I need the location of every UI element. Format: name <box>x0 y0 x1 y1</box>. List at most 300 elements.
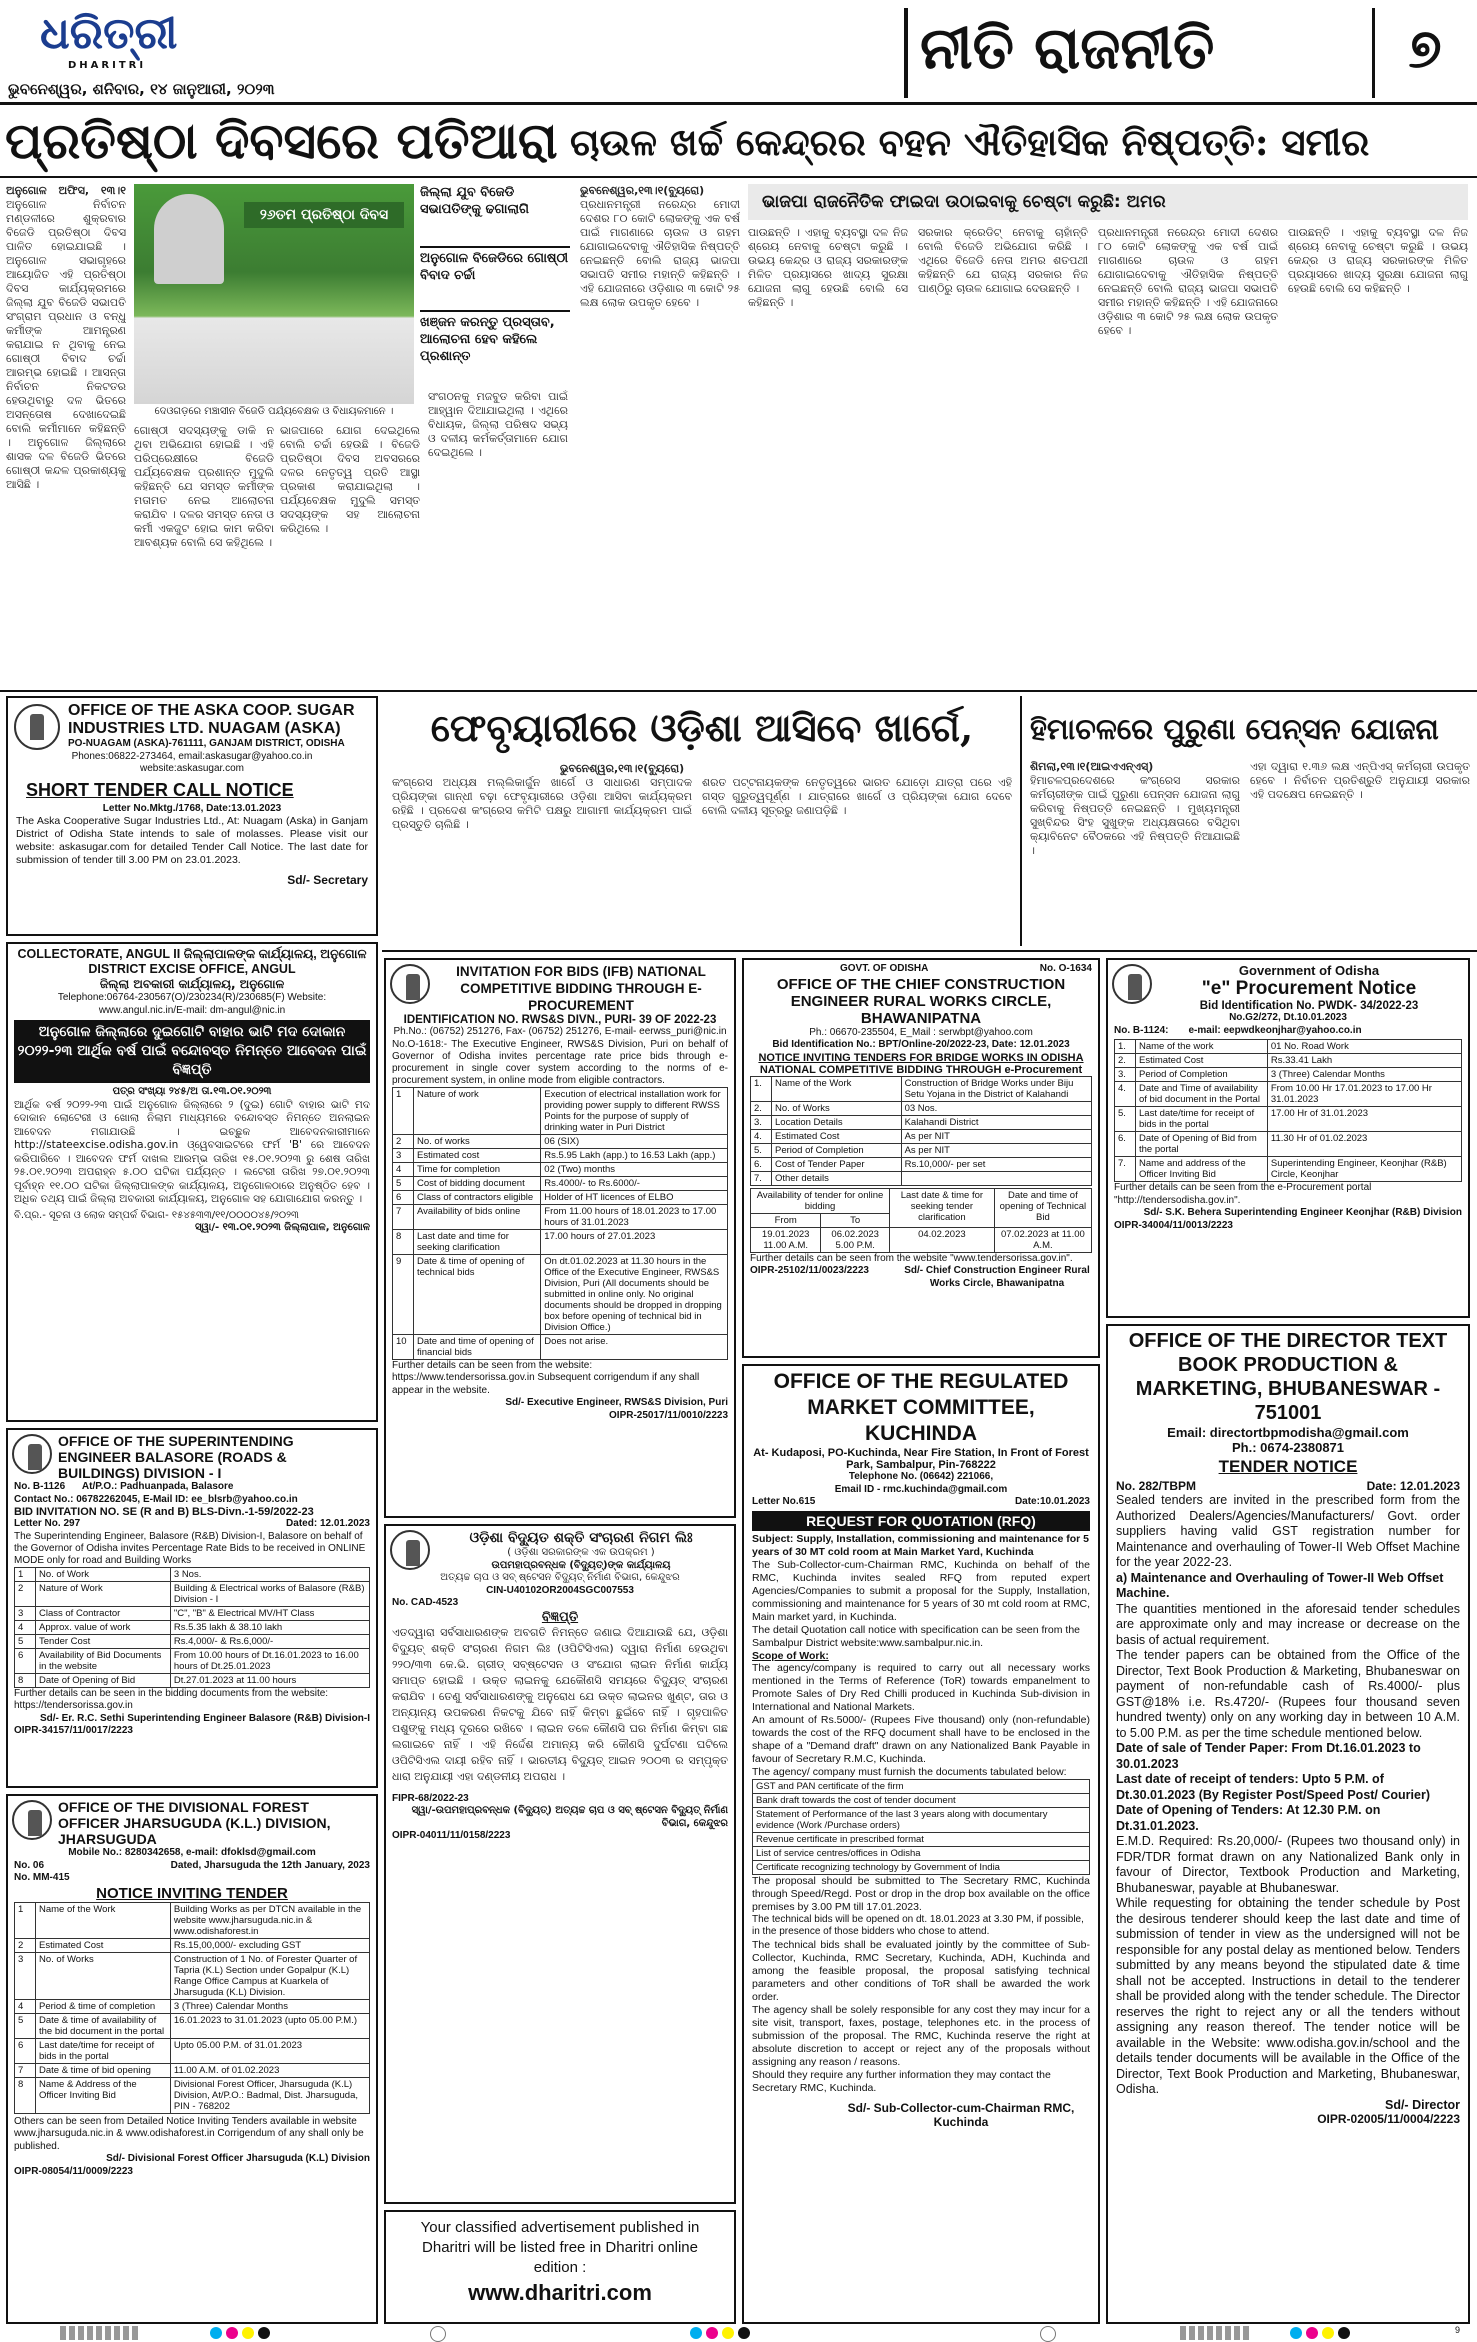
textbook-sign: Sd/- Director <box>1384 2097 1460 2112</box>
logo-odia: ଧରିତ୍ରୀ <box>40 8 178 59</box>
free-listing-text: Your classified advertisement published in Dharitri will be listed free in Dharitri online edition : <box>420 2219 700 2276</box>
dfo-cell: Date & time of bid opening <box>36 2063 171 2077</box>
rmc-doc-row <box>753 1779 1090 1793</box>
dfo-cell: 16.01.2023 to 31.01.2023 (upto 05.00 P.M.) <box>170 2013 369 2038</box>
cyan-dot-3 <box>1290 2327 1302 2339</box>
rmc-letter: Letter No.615 <box>752 1496 816 1507</box>
rmc-body-7: The technical bids will be opened on dt. 18.01.2023 at 3.30 PM, if possible, in the presence of those bidders who chose to attend. <box>752 1913 1084 1937</box>
dfo-cell: Divisional Forest Officer, Jharsuguda (K.L) Division, At/P.O.: Badmal, Dist. Jharsuguda, PIN - 768202 <box>170 2077 369 2113</box>
rmc-doc-item: GST and PAN certificate of the firm <box>753 1779 1090 1793</box>
balasore-cell: 6 <box>15 1648 36 1673</box>
keonjhar-table <box>1114 1039 1462 1182</box>
photo-banner: ୨୬ତମ ପ୍ରତିଷ୍ଠା ଦିବସ <box>244 202 404 228</box>
rmc-subject: Subject: Supply, Installation, commissioning and maintenance for 5 years of 30 MT cold room at Main Market Yard, Kuchinda <box>752 1532 1090 1558</box>
balasore-cell: 5 <box>15 1634 36 1648</box>
dfo-cell: Upto 05.00 P.M. of 31.01.2023 <box>170 2038 369 2063</box>
rmc-body-8: The technical bids shall be evaluated jointly by the committee of Sub-Collector, Kuchinda, RMC Secretary, Kuchinda, ADH, Kuchinda and among the feasible proposal, the proposal satisfying technical parameters and other conditions of ToR shall be awarded the work order. <box>752 1938 1090 2003</box>
dfo-cell: 3 <box>15 1952 36 1999</box>
magenta-dot <box>226 2327 238 2339</box>
rwc-cell: Kalahandi District <box>901 1115 1091 1129</box>
puri-cell: 7 <box>393 1204 414 1229</box>
rwc-ncb: NATIONAL COMPETITIVE BIDDING THROUGH e-Procurement <box>759 1063 1083 1076</box>
rmc-doc-item: Revenue certificate in prescribed format <box>753 1832 1090 1846</box>
rwc-no: No. O-1634 <box>1039 963 1092 974</box>
aska-body: The Aska Cooperative Sugar Industries Ltd., At: Nuagam (Aska) in Ganjam District of Odisha State intends to sale of molasses. Please visit our website: askasugar.com for detailed Tender Call Notice. The last date for submission of tender till 3.00 PM on 23.01.2023. <box>16 815 368 866</box>
rwc-date-clar-val: 04.02.2023 <box>890 1227 995 1252</box>
rwc-title: OFFICE OF THE CHIEF CONSTRUCTION ENGINEER RURAL WORKS CIRCLE, BHAWANIPATNA <box>776 975 1066 1027</box>
balasore-cell: From 10.00 hours of Dt.16.01.2023 to 16.00 hours of Dt.25.01.2023 <box>170 1648 369 1673</box>
kharge-headline: ଫେବୃୟାରୀରେ ଓଡ଼ିଶା ଆସିବେ ଖାର୍ଗେ, <box>430 705 974 750</box>
yellow-dot-3 <box>1322 2327 1334 2339</box>
puri-cell: Cost of bidding document <box>414 1176 541 1190</box>
dfo-oipr: OIPR-08054/11/0009/2223 <box>14 2165 133 2177</box>
angul-body: ଆର୍ଥିକ ବର୍ଷ ୨୦୨୨-୨୩ ପାଇଁ ଅନୁଗୋଳ ଜିଲ୍ଲାରେ ୨ (ଦୁଇ) ଗୋଟି ବାହାର ଭାଟି ମଦ ଦୋକାନ ଲୋଟେରୀ ଓ ଖୋଲା ନିଲାମ ମାଧ୍ୟମରେ ବନ୍ଦୋବସ୍ତ ନିମନ୍ତେ ଅନଲାଇନ ଆବେଦନ ମଗାଯାଉଛି । ଇଚ୍ଛୁକ ଆବେଦନକାରୀମାନେ http://stateexcise.odisha.gov.in ଓ୍ୱେବସାଇଟରେ ଫର୍ମ 'B' ରେ ଆବେଦନ କରିପାରିବେ । ଆବେଦନ ଫର୍ମ ଦାଖଲ ଆରମ୍ଭ ତାରିଖ ୧୫.୦୧.୨୦୨୩ ରୁ ଶେଷ ତାରିଖ ୨୫.୦୧.୨୦୨୩ ଅପରାହ୍ନ ୫.୦୦ ଘଟିକା ପର୍ଯ୍ୟନ୍ତ । ଲଟେରୀ ତାରିଖ ୨୭.୦୧.୨୦୨୩ ପୂର୍ବାହ୍ନ ୧୧.୦୦ ଘଟିକା ଜିଲ୍ଲାପାଳଙ୍କ କାର୍ଯ୍ୟାଳୟ, ଅନୁଗୋଳଠାରେ ଅନୁଷ୍ଠିତ ହେବ । ଅଧିକ ତଥ୍ୟ ପାଇଁ ଜିଲ୍ଲା ଅବକାରୀ କାର୍ଯ୍ୟାଳୟ, ଅନୁଗୋଳ ସହ ଯୋଗାଯୋଗ କରନ୍ତୁ । <box>14 1098 370 1205</box>
dfo-cell: Period & time of completion <box>36 1999 171 2013</box>
print-gray-bars <box>60 2326 140 2340</box>
magenta-dot-2 <box>706 2327 718 2339</box>
textbook-notice: TENDER NOTICE <box>1218 1457 1358 1476</box>
optcl-body: ଏତଦ୍ୱାରା ସର୍ବସାଧାରଣଙ୍କ ଅବଗତି ନିମନ୍ତେ ଜଣାଇ ଦିଆଯାଉଛି ଯେ, ଓଡ଼ିଶା ବିଦ୍ୟୁତ୍ ଶକ୍ତି ସଂଚାରଣ ନିଗମ ଲିଃ (ଓପିଟିସିଏଲ) ଦ୍ୱାରା ନିର୍ମାଣ ହେଉଥିବା ୨୨୦/୩୩ କେ.ଭି. ଗ୍ରୀଡ୍ ସବ୍‌ଷ୍ଟେସନ ଓ ସଂଯୋଗ ଲାଇନ ନିର୍ମାଣ କାର୍ଯ୍ୟ ସମାପ୍ତ ହୋଇଛି । ଉକ୍ତ ଲାଇନକୁ ଯେକୌଣସି ସମୟରେ ବିଦ୍ୟୁତ୍ ସଂଚାରଣ କରାଯିବ । ତେଣୁ ସର୍ବସାଧାରଣଙ୍କୁ ଅନୁରୋଧ ଯେ ଉକ୍ତ ଲାଇନର ଖୁଣ୍ଟ, ତାର ଓ ଅନ୍ୟାନ୍ୟ ଉପକରଣ ନିକଟକୁ ଯିବେ ନାହିଁ କିମ୍ବା ଛୁଇଁବେ ନାହିଁ । ଗୃହପାଳିତ ପଶୁଙ୍କୁ ମଧ୍ୟ ଦୂରରେ ରଖିବେ । ଲାଇନ ତଳେ କୌଣସି ଘର ନିର୍ମାଣ କିମ୍ବା ଗଛ ଲଗାଇବେ ନାହିଁ । ଏହି ନିର୍ଦ୍ଦେଶ ଅମାନ୍ୟ କରି କୌଣସି ଦୁର୍ଘଟଣା ଘଟିଲେ ଓପିଟିସିଏଲ ଦାୟୀ ରହିବ ନାହିଁ । ଭାରତୀୟ ବିଦ୍ୟୁତ୍ ଆଇନ ୨୦୦୩ ର ସମ୍ପୃକ୍ତ ଧାରା ଅନୁଯାୟୀ ଏହା ଦଣ୍ଡନୀୟ ଅପରାଧ । <box>392 1625 728 1783</box>
keonjhar-cell: 01 No. Road Work <box>1267 1040 1461 1054</box>
samir-col3: ସରକାର କ୍ରେଡିଟ୍ ନେବାକୁ ଚାହାଁନ୍ତି ବୋଲି ବିଜେଡି ଅଭିଯୋଗ କରିଛି । ଏଥିରେ ବିଜେଡି ନେତା ଅମର ଶତପଥୀ କହିଛନ୍ତି ଯେ ରାଜ୍ୟ ସରକାର ନିଜ ପାଣ୍ଠିରୁ ଚାଉଳ ଯୋଗାଇ ଦେଉଛନ୍ତି । <box>918 226 1088 295</box>
rwc-row <box>751 1171 1092 1185</box>
balasore-row <box>15 1620 370 1634</box>
puri-table <box>392 1087 728 1360</box>
lead-body-1: ଅନୁଗୋଳ ନିର୍ବାଚନ ମଣ୍ଡଳୀରେ ଶୁକ୍ରବାର ବିଜେଡି ପ୍ରତିଷ୍ଠା ଦିବସ ପାଳିତ ହୋଇଯାଇଛି । ଅନୁଗୋଳ ସଭାଗୃହରେ ଆୟୋଜିତ ଏହି ପ୍ରତିଷ୍ଠା ଦିବସ କାର୍ଯ୍ୟକ୍ରମରେ ଜିଲ୍ଲା ଯୁବ ବିଜେଡି ସଭାପତି ସଂଗ୍ରାମ ପ୍ରଧାନ ଓ ବନ୍ଧୁ କର୍ମୀଙ୍କ ଆମନ୍ତ୍ରଣ କରାଯାଇ ନ ଥିବାକୁ ନେଇ ଗୋଷ୍ଠୀ ବିବାଦ ଚର୍ଚ୍ଚା ଆରମ୍ଭ ହୋଇଛି । ଆସନ୍ତା ନିର୍ବାଚନ ନିକଟତର ହେଉଥିବାରୁ ଦଳ ଭିତରେ ଅସନ୍ତୋଷ ଦେଖାଦେଇଛି ବୋଲି କର୍ମୀମାନେ କହିଛନ୍ତି । ଅନୁଗୋଳ ଜିଲ୍ଲାରେ ଶାସକ ଦଳ ବିଜେଡି ଭିତରେ ଗୋଷ୍ଠୀ କନ୍ଦଳ ପ୍ରକାଶ୍ୟକୁ ଆସିଛି । <box>6 198 126 491</box>
textbook-d3: Date of Opening of Tenders: At 12.30 P.M. on Dt.31.01.2023. <box>1116 1803 1381 1833</box>
rmc-doc-row <box>753 1832 1090 1846</box>
optcl-no: No. CAD-4523 <box>392 1597 459 1608</box>
puri-row <box>393 1254 728 1334</box>
rwc-row <box>751 1129 1092 1143</box>
keonjhar-cell: 1. <box>1115 1040 1136 1054</box>
free-listing-url[interactable]: www.dharitri.com <box>468 2280 652 2305</box>
textbook-body-3: The tender papers can be obtained from the Office of the Director, Text Book Production & Marketing, Bhubaneswar on payment of non-refundable cash of Rs.4000/- plus GST@18% i.e. Rs.4720/- (Rupees four thousand seven hundred twenty) only on any working day in between 10 A.M. to 5.00 P.M. as per the time schedule mentioned below. <box>1116 1648 1460 1740</box>
puri-row <box>393 1176 728 1190</box>
balasore-cell: Dt.27.01.2023 at 11.00 hours <box>170 1673 369 1687</box>
puri-row <box>393 1134 728 1148</box>
balasore-cell: 8 <box>15 1673 36 1687</box>
rwc-notice: NOTICE INVITING TENDERS FOR BRIDGE WORKS IN ODISHA <box>758 1051 1084 1064</box>
balasore-cell: 4 <box>15 1620 36 1634</box>
puri-cell: 17.00 hours of 27.01.2023 <box>541 1229 728 1254</box>
balasore-cell: Tender Cost <box>36 1634 171 1648</box>
keonjhar-cell: 3 (Three) Calendar Months <box>1267 1068 1461 1082</box>
rwc-date-open-val: 07.02.2023 at 11.00 A.M. <box>994 1227 1091 1252</box>
optcl-sign: ସ୍ୱା/-ଉପମହାପ୍ରବନ୍ଧକ (ବିଦ୍ୟୁତ୍) ଅତ୍ୟଚ୍ଚ ଚାପ ଓ ସବ୍‌ ଷ୍ଟେସନ ବିଦ୍ୟୁତ୍ ନିର୍ମାଣ ବିଭାଗ, କେନ୍ଦୁଝର <box>411 1805 728 1829</box>
textbook-title: OFFICE OF THE DIRECTOR TEXT BOOK PRODUCTION & MARKETING, BHUBANESWAR - 751001 <box>1128 1330 1448 1424</box>
puri-cell: 1 <box>393 1087 414 1134</box>
balasore-row <box>15 1673 370 1687</box>
puri-cell: Date and time of opening of financial bids <box>414 1334 541 1359</box>
ad-optcl <box>384 1524 736 2204</box>
puri-sign: Sd/- Executive Engineer, RWS&S Division, Puri <box>505 1397 728 1408</box>
puri-title: INVITATION FOR BIDS (IFB) NATIONAL COMPETITIVE BIDDING THROUGH E-PROCUREMENT <box>456 964 706 1013</box>
rmc-doc-item: Statement of Performance of the last 3 years along with documentary evidence (Work /Purchase orders) <box>753 1807 1090 1832</box>
dfo-cell: Last date/time for receipt of bids in the portal <box>36 2038 171 2063</box>
keonjhar-row <box>1115 1068 1462 1082</box>
lead-col2: ଗୋଷ୍ଠୀ ସଦସ୍ୟଙ୍କୁ ଡାକି ନ ଥିବା ଅଭିଯୋଗ ହୋଇଛି । ଏହି ପରିପ୍ରେକ୍ଷୀରେ ବିଜେଡି ପର୍ଯ୍ୟବେକ୍ଷକ ପ୍ରଶାନ୍ତ ମୁଦୁଲି କହିଛନ୍ତି ଯେ ସମସ୍ତ କର୍ମୀଙ୍କ ମତାମତ ନେଇ ଆଲୋଚନା କରାଯିବ । ଦଳର ସମସ୍ତ ନେତା ଓ କର୍ମୀ ଏକଜୁଟ ହୋଇ କାମ କରିବା ଆବଶ୍ୟକ ବୋଲି ସେ କହିଥିଲେ । <box>134 424 274 549</box>
puri-row <box>393 1190 728 1204</box>
rmc-scope: Scope of Work: <box>752 1649 829 1662</box>
rwc-cell: 6. <box>751 1157 772 1171</box>
puri-row <box>393 1087 728 1134</box>
textbook-no: No. 282/TBPM <box>1116 1479 1197 1493</box>
rmc-docs-table <box>752 1779 1090 1875</box>
puri-footer: Further details can be seen from the website: https://www.tendersorissa.gov.in Subsequent corrigendum if any shall appear in the website. <box>392 1359 700 1396</box>
rwc-dates-to: To <box>821 1213 890 1227</box>
rmc-doc-row <box>753 1807 1090 1832</box>
puri-cell: 10 <box>393 1334 414 1359</box>
rmc-address: At- Kudaposi, PO-Kuchinda, Near Fire Station, In Front of Forest Park, Sambalpur, Pin-768222 <box>753 1447 1089 1471</box>
aska-title: OFFICE OF THE ASKA COOP. SUGAR INDUSTRIES LTD. NUAGAM (ASKA) <box>68 702 355 737</box>
optcl-label: ବିଜ୍ଞପ୍ତି <box>541 1609 579 1625</box>
keonjhar-cell: 4. <box>1115 1082 1136 1107</box>
balasore-row <box>15 1581 370 1606</box>
puri-row <box>393 1204 728 1229</box>
puri-cell: Rs.5.95 Lakh (app.) to 16.53 Lakh (app.) <box>541 1148 728 1162</box>
balasore-cell: 3 Nos. <box>170 1567 369 1581</box>
rmc-body-1: The Sub-Collector-cum-Chairman RMC, Kuchinda on behalf of the RMC, Kuchinda invites sealed RFQ from reputed expert Agencies/Companies to submit a proposal for the Supply, Installation, commissioning and maintenance for 5 years of 30 mt cold room at RMC, Main market yard, in Kuchinda. <box>752 1558 1090 1623</box>
balasore-cell: Nature of Work <box>36 1581 171 1606</box>
keonjhar-sign: Sd/- S.K. Behera Superintending Engineer Keonjhar (R&B) Division <box>1143 1207 1462 1218</box>
puri-cell: 6 <box>393 1190 414 1204</box>
keonjhar-cell: Estimated Cost <box>1136 1054 1268 1068</box>
keonjhar-cell: Date and Time of availability of bid document in the Portal <box>1136 1082 1268 1107</box>
rmc-body-9: The agency shall be solely responsible for any cost they may incur for a site visit, transport, faxes, postage, telephones etc. in the process of submission of the proposal. The RMC, Kuchinda reserve the right at absolute discretion to accept or reject any of the proposals without assigning any reason / reasons. <box>752 2003 1090 2068</box>
rwc-cell: 03 Nos. <box>901 1101 1091 1115</box>
dfo-cell: 3 (Three) Calendar Months <box>170 1999 369 2013</box>
highlight-1: ଜିଲ୍ଲା ଯୁବ ବିଜେଡି ସଭାପତିଙ୍କୁ ଢଗାଲାଗି <box>420 184 570 248</box>
black-dot-3 <box>1338 2327 1350 2339</box>
registration-mark-2-icon <box>1040 2326 1056 2342</box>
aska-emblem-icon <box>14 704 60 750</box>
rwc-cell: 7. <box>751 1171 772 1185</box>
dfo-cell: Name of the Work <box>36 1902 171 1938</box>
forest-emblem-icon <box>12 1800 52 1840</box>
balasore-cell: 3 <box>15 1606 36 1620</box>
rwc-cell: 1. <box>751 1076 772 1101</box>
rwc-dates-head-2: Last date & time for seeking tender clarification <box>890 1188 995 1227</box>
rmc-body-3: The agency/company is required to carry out all necessary works mentioned in the Terms of Reference (ToR) towards empanelment to Promote Sales of Dry Red Chilli produced in Kuchinda Sub-division in International and National Markets. <box>752 1661 1090 1713</box>
aska-notice: SHORT TENDER CALL NOTICE <box>26 779 294 800</box>
section-title: ନୀତି ରାଜନୀତି <box>920 14 1215 82</box>
balasore-cell: Rs.5.35 lakh & 38.10 lakh <box>170 1620 369 1634</box>
ad-rwc <box>742 958 1100 1358</box>
ad-dfo <box>6 1794 378 2324</box>
puri-body: No.O-1618:- The Executive Engineer, RWS&S Division, Puri on behalf of Governor of Odisha invites percentage rate price bids through e-procurement in single cover system according to the norms of e-procurement system, in online mode from eligible contractors. <box>392 1038 728 1086</box>
rwc-row <box>751 1143 1092 1157</box>
rwc-cell: Name of the Work <box>772 1076 902 1101</box>
dharitri-logo <box>40 8 190 78</box>
textbook-item: a) Maintenance and Overhauling of Tower-II Web Offset Machine. <box>1116 1570 1444 1600</box>
balasore-cell: 1 <box>15 1567 36 1581</box>
balasore-table <box>14 1567 370 1688</box>
puri-cell: 06 (SIX) <box>541 1134 728 1148</box>
rwc-row <box>751 1101 1092 1115</box>
yellow-dot <box>242 2327 254 2339</box>
keonjhar-cell: Name and address of the Officer Inviting Bid <box>1136 1157 1268 1182</box>
keonjhar-row <box>1115 1157 1462 1182</box>
rmc-doc-item: Bank draft towards the cost of tender document <box>753 1793 1090 1807</box>
textbook-date: Date: 12.01.2023 <box>1366 1479 1460 1493</box>
puri-cell: 5 <box>393 1176 414 1190</box>
balasore-no: No. B-1126 <box>14 1481 66 1492</box>
magenta-dot-3 <box>1306 2327 1318 2339</box>
balasore-cell: No. of Work <box>36 1567 171 1581</box>
ad-rmc <box>742 1364 1100 2324</box>
dfo-date: Dated, Jharsuguda the 12th January, 2023 <box>170 1859 370 1871</box>
puri-cell: No. of works <box>414 1134 541 1148</box>
lead-col3: ଭାଜପାରେ ଯୋଗ ଦେଇଥିଲେ ବୋଲି ଚର୍ଚ୍ଚା ହେଉଛି । ବିଜେଡି ପ୍ରତିଷ୍ଠା ଦିବସ ଅବସରରେ ଦଳର ନେତୃତ୍ୱ ପ୍ରତି ଆସ୍ଥା ପ୍ରକାଶ କରାଯାଇଥିଲା । ପର୍ଯ୍ୟବେକ୍ଷକ ମୁଦୁଲି ସମସ୍ତ ସଦସ୍ୟଙ୍କ ସହ ଆଲୋଚନା କରିଥିଲେ । <box>280 424 420 535</box>
keonjhar-row <box>1115 1082 1462 1107</box>
textbook-d1: Date of sale of Tender Paper: From Dt.16.01.2023 to 30.01.2023 <box>1116 1741 1421 1771</box>
optcl-office: ଉପମହାପ୍ରବନ୍ଧକ (ବିଦ୍ୟୁତ୍)ଙ୍କ କାର୍ଯ୍ୟାଳୟ <box>491 1559 671 1571</box>
puri-cell: 02 (Two) months <box>541 1162 728 1176</box>
keonjhar-bid: Bid Identification No. PWDK- 34/2022-23 <box>1199 1000 1419 1012</box>
odisha-emblem-icon <box>12 1434 52 1474</box>
puri-cell: Time for completion <box>414 1162 541 1176</box>
rwc-sign: Sd/- Chief Construction Engineer Rural Works Circle, Bhawanipatna <box>904 1265 1090 1289</box>
rwc-dates-table <box>750 1188 1092 1253</box>
balasore-contact: Contact No.: 06782262045, E-Mail ID: ee_blsrb@yahoo.co.in <box>14 1493 298 1505</box>
balasore-sign: Sd/- Er. R.C. Sethi Superintending Engineer Balasore (R&B) Division-I <box>39 1712 370 1724</box>
keonjhar-footer: Further details can be seen from the e-Procurement portal "http://tendersodisha.gov.in". <box>1114 1182 1372 1206</box>
rmc-body-2: The detail Quotation call notice with specification can be seen from the Sambalpur District website:www.sambalpur.nic.in. <box>752 1623 1081 1649</box>
kharge-body-a: କଂଗ୍ରେସ ଅଧ୍ୟକ୍ଷ ମଲ୍ଲିକାର୍ଜୁନ ଖାର୍ଗେ ଓ ସାଧାରଣ ସମ୍ପାଦକ ପ୍ରିୟଙ୍କା ଗାନ୍ଧୀ ବଢ଼ା ଫେବୃୟାରୀରେ ଓଡ଼ିଶା ଆସିବା କାର୍ଯ୍ୟକ୍ରମ ରହିଛି । ପ୍ରଦେଶ କଂଗ୍ରେସ କମିଟି ପକ୍ଷରୁ ଆଗାମୀ କାର୍ଯ୍ୟକ୍ରମ ପାଇଁ ପ୍ରସ୍ତୁତି ଚାଲିଛି । <box>392 776 692 831</box>
keonjhar-cell: 6. <box>1115 1132 1136 1157</box>
textbook-d2: Last date of receipt of tenders: Upto 5 P.M. of Dt.30.01.2023 (By Register Post/Speed Post/ Courier) <box>1116 1772 1430 1802</box>
lead-dateline: ଅନୁଗୋଳ ଅଫିସ, ୧୩।୧ <box>6 184 126 197</box>
dfo-memo: No. MM-415 <box>14 1872 70 1883</box>
samir-subheadline: ଭାଜପା ରାଜନୈତିକ ଫାଇଦା ଉଠାଇବାକୁ ଚେଷ୍ଟା କରୁଛି: ଅମର <box>748 184 1468 220</box>
puri-cell: From 11.00 hours of 18.01.2023 to 17.00 hours of 31.01.2023 <box>541 1204 728 1229</box>
dfo-footer: Others can be seen from Detailed Notice Inviting Tenders available in website www.jharsuguda.nic.in & www.odishaforest.in Corrigendum of any shall only be published. <box>14 2115 364 2152</box>
rmc-phone: Telephone No. (06642) 221066, <box>848 1471 994 1482</box>
dfo-cell: Rs.15,00,000/- excluding GST <box>170 1938 369 1952</box>
puri-ident: IDENTIFICATION NO. RWS&S DIVN., PURI- 39 OF 2022-23 <box>403 1014 717 1026</box>
lead-col1 <box>6 184 126 684</box>
rmc-doc-row <box>753 1846 1090 1860</box>
rmc-body-4: An amount of Rs.5000/- (Rupees Five thousand) only (non-refundable) towards the cost of the RFQ document shall have to be enclosed in the shape of a "Demand draft" drawn on any Nationalized Bank Payable in favour of Secretary R.M.C, Kuchinda. <box>752 1713 1090 1765</box>
rmc-doc-row <box>753 1793 1090 1807</box>
optcl-fipr: FIPR-68/2022-23 <box>392 1792 469 1804</box>
himachal-body-a: ହିମାଚଳପ୍ରଦେଶରେ କଂଗ୍ରେସ ସରକାର କର୍ମଚାରୀଙ୍କ ପାଇଁ ପୁରୁଣା ପେନ୍‌ସନ ଯୋଜନା ଲାଗୁ କରିବାକୁ ନିଷ୍ପତ୍ତି ନେଇଛନ୍ତି । ମୁଖ୍ୟମନ୍ତ୍ରୀ ସୁଖ୍‌ବିନ୍ଦର ସିଂହ ସୁଖୁଙ୍କ ଅଧ୍ୟକ୍ଷତାରେ ବସିଥିବା କ୍ୟାବିନେଟ ବୈଠକରେ ଏହି ନିଷ୍ପତ୍ତି ନିଆଯାଇଛି । <box>1030 774 1240 857</box>
samir-col5: ପାଉଛନ୍ତି । ଏହାକୁ ବ୍ୟବସ୍ଥା ଦଳ ନିଜ ଶ୍ରେୟ ନେବାକୁ ଚେଷ୍ଟା କରୁଛି । ଉଭୟ କେନ୍ଦ୍ର ଓ ରାଜ୍ୟ ସରକାରଙ୍କ ମିଳିତ ପ୍ରୟାସରେ ଖାଦ୍ୟ ସୁରକ୍ଷା ଯୋଜନା ଲାଗୁ ହେଉଛି ବୋଲି ସେ କହିଛନ୍ତି । <box>1288 226 1468 295</box>
keonjhar-no: No. B-1124: <box>1114 1024 1169 1036</box>
dfo-cell: No. of Works <box>36 1952 171 1999</box>
ad-textbook <box>1106 1324 1470 2324</box>
rmc-body-6: The proposal should be submitted to The Secretary RMC, Kuchinda through Speed/Regd. Post or drop in the drop box available on the office premises by 3.00 PM till 17.01.2023. <box>752 1874 1090 1913</box>
rwc-table <box>750 1076 1092 1186</box>
himachal-col1 <box>1030 760 1240 944</box>
balasore-date: Dated: 12.01.2023 <box>286 1518 370 1529</box>
rwc-cell: 5. <box>751 1143 772 1157</box>
dfo-no: No. 06 <box>14 1859 45 1871</box>
puri-cell: 2 <box>393 1134 414 1148</box>
keonjhar-email: e-mail: eepwdkeonjhar@yahoo.co.in <box>1188 1024 1362 1036</box>
angul-title: COLLECTORATE, ANGUL II ଜିଲ୍ଲାପାଳଙ୍କ କାର୍ଯ୍ୟାଳୟ, ଅନୁଗୋଳ DISTRICT EXCISE OFFICE, ANGUL <box>17 947 367 976</box>
balasore-cell: Class of Contractor <box>36 1606 171 1620</box>
ad-balasore <box>6 1428 378 1788</box>
keonjhar-cell: Period of Completion <box>1136 1068 1268 1082</box>
rwc-bid: Bid Identification No.: BPT/Online-20/2022-23, Date: 12.01.2023 <box>772 1039 1070 1050</box>
balasore-cell: Date of Opening of Bid <box>36 1673 171 1687</box>
aska-website: website:askasugar.com <box>140 763 244 774</box>
rwc-cell: Other details <box>772 1171 902 1185</box>
dfo-table <box>14 1902 370 2114</box>
balasore-title: OFFICE OF THE SUPERINTENDING ENGINEER BALASORE (ROADS & BUILDINGS) DIVISION - I <box>58 1433 294 1481</box>
keonjhar-row <box>1115 1107 1462 1132</box>
textbook-phone: Ph.: 0674-2380871 <box>1231 1440 1345 1455</box>
black-dot <box>258 2327 270 2339</box>
dfo-cell: 2 <box>15 1938 36 1952</box>
rwc-cell: Period of Completion <box>772 1143 902 1157</box>
puri-cell: Nature of work <box>414 1087 541 1134</box>
rmc-doc-row <box>753 1860 1090 1874</box>
photo-caption: ଦେଓଗଡ଼ରେ ମଞ୍ଚାସୀନ ବିଜେଡି ପର୍ଯ୍ୟବେକ୍ଷକ ଓ ବିଧାୟକମାନେ । <box>154 406 394 417</box>
puri-cell: 4 <box>393 1162 414 1176</box>
rwc-date-to-val: 06.02.2023 5.00 P.M. <box>821 1227 890 1252</box>
dfo-notice: NOTICE INVITING TENDER <box>96 1884 288 1902</box>
dfo-row <box>15 1938 370 1952</box>
dfo-row <box>15 2063 370 2077</box>
optcl-oipr: OIPR-04011/11/0158/2223 <box>392 1830 511 1841</box>
optcl-logo-icon <box>390 1530 430 1570</box>
puri-oipr: OIPR-25017/11/0010/2223 <box>609 1409 728 1421</box>
page-number: ୭ <box>1408 16 1442 80</box>
keonjhar-cell: Last date/time for receipt of bids in the portal <box>1136 1107 1268 1132</box>
balasore-cell: 2 <box>15 1581 36 1606</box>
textbook-body-4: While requesting for obtaining the tender schedule by Post the desirous tenderer should keep the last date and time of submission of tender in view as the undersigned will not be responsible for any postal delay as mentioned below. Tenders submitted by any means beyond the stipulated date & time shall not be accepted. Instructions in detail to the tenderer shall be provided along with the tender schedule. The Director reserves the right to reject any or all the tenders without assigning any reason thereof. The tender notice will be available in the Website: www.odisha.gov.in/school and the details tender documents will be available in the Office of the Director, Text Book Production and Marketing, Bhubaneswar, Odisha. <box>1116 1896 1460 2096</box>
puri-row <box>393 1229 728 1254</box>
rmc-doc-item: List of service centres/offices in Odisha <box>753 1846 1090 1860</box>
keonjhar-cell: Date of Opening of Bid from the portal <box>1136 1132 1268 1157</box>
keonjhar-cell: Name of the work <box>1136 1040 1268 1054</box>
keonjhar-cell: Superintending Engineer, Keonjhar (R&B) Circle, Keonjhar <box>1267 1157 1461 1182</box>
angul-sign: ସ୍ୱା/- ୧୩.୦୧.୨୦୨୩ ଜିଲ୍ଲାପାଳ, ଅନୁଗୋଳ <box>194 1222 370 1233</box>
kharge-col2: ଶରତ ପଟ୍ଟନାୟକଙ୍କ ନେତୃତ୍ୱରେ ଭାରତ ଯୋଡ଼ୋ ଯାତ୍ରା ପରେ ଏହି ଗସ୍ତ ଗୁରୁତ୍ୱପୂର୍ଣ୍ଣ । ଯାତ୍ରାରେ ଖାର୍ଗେ ଓ ପ୍ରିୟଙ୍କା ଯୋଗ ଦେବେ ବୋଲି ଦଳୀୟ ସୂତ୍ରରୁ ଜଣାପଡ଼ିଛି । <box>702 776 1012 817</box>
rmc-notice: REQUEST FOR QUOTATION (RFQ) <box>752 1511 1090 1531</box>
rwc-govt: GOVT. OF ODISHA <box>840 963 929 974</box>
rwc-cell: As per NIT <box>901 1129 1091 1143</box>
balasore-body: The Superintending Engineer, Balasore (R&B) Division-I, Balasore on behalf of the Governor of Odisha invites Percentage Rate Bids to be received in ONLINE MODE only for road and Building Works <box>14 1530 366 1566</box>
dfo-mobile: Mobile No.: 8280342658, e-mail: dfoklsd@gmail.com <box>68 1847 316 1858</box>
keonjhar-row <box>1115 1040 1462 1054</box>
rwc-date-from-val: 19.01.2023 11.00 A.M. <box>751 1227 821 1252</box>
keonjhar-cell: 5. <box>1115 1107 1136 1132</box>
balasore-cell: Building & Electrical works of Balasore (R&B) Division - I <box>170 1581 369 1606</box>
dfo-row <box>15 1952 370 1999</box>
samir-col4: ପ୍ରଧାନମନ୍ତ୍ରୀ ନରେନ୍ଦ୍ର ମୋଦୀ ଦେଶର ୮୦ କୋଟି ଲୋକଙ୍କୁ ଏକ ବର୍ଷ ପାଇଁ ମାଗଣାରେ ଚାଉଳ ଓ ଗହମ ଯୋଗାଇଦେବାକୁ ଐତିହାସିକ ନିଷ୍ପତ୍ତି ନେଇଛନ୍ତି ବୋଲି ରାଜ୍ୟ ଭାଜପା ସଭାପତି ସମୀର ମହାନ୍ତି କହିଛନ୍ତି । ଏହି ଯୋଜନାରେ ଓଡ଼ିଶାର ୩ କୋଟି ୨୫ ଲକ୍ଷ ଲୋକ ଉପକୃତ ହେବେ । <box>1098 226 1278 337</box>
print-gray-bars-2 <box>1180 2326 1250 2340</box>
rwc-cell: 3. <box>751 1115 772 1129</box>
ad-free-listing <box>384 2210 736 2324</box>
samir-col2: ପାଉଛନ୍ତି । ଏହାକୁ ବ୍ୟବସ୍ଥା ଦଳ ନିଜ ଶ୍ରେୟ ନେବାକୁ ଚେଷ୍ଟା କରୁଛି । ଉଭୟ କେନ୍ଦ୍ର ଓ ରାଜ୍ୟ ସରକାରଙ୍କ ମିଳିତ ପ୍ରୟାସରେ ଖାଦ୍ୟ ସୁରକ୍ଷା ଯୋଜନା ଲାଗୁ ହେଉଛି ବୋଲି ସେ କହିଛନ୍ତି । <box>748 226 908 309</box>
rmc-title: OFFICE OF THE REGULATED MARKET COMMITTEE, KUCHINDA <box>773 1370 1069 1445</box>
puri-cell: Date & time of opening of technical bids <box>414 1254 541 1334</box>
keonjhar-cell: 3. <box>1115 1068 1136 1082</box>
puri-phone: Ph.No.: (06752) 251276, Fax- (06752) 251276, E-mail- eerwss_puri@nic.in <box>393 1026 727 1037</box>
dfo-row <box>15 1999 370 2013</box>
puri-cell: Class of contractors eligible <box>414 1190 541 1204</box>
keonjhar-cell: Rs.33.41 Lakh <box>1267 1054 1461 1068</box>
registration-mark-icon <box>430 2326 446 2342</box>
puri-cell: Availability of bids online <box>414 1204 541 1229</box>
keonjhar-row <box>1115 1132 1462 1157</box>
ad-angul <box>6 942 378 1422</box>
rwc-oipr: OIPR-25102/11/0023/2223 <box>750 1265 869 1276</box>
rwc-footer: Further details can be seen from the website "www.tendersorissa.gov.in". <box>750 1252 1073 1264</box>
bjd-event-photo <box>134 184 414 404</box>
samir-dateline: ଭୁବନେଶ୍ୱର,୧୩।୧(ବ୍ୟୁରୋ) <box>580 184 705 197</box>
page-marker: 9 <box>1455 2325 1461 2335</box>
dfo-row <box>15 2077 370 2113</box>
keonjhar-cell: 17.00 Hr of 31.01.2023 <box>1267 1107 1461 1132</box>
balasore-row <box>15 1567 370 1581</box>
rwc-cell: Cost of Tender Paper <box>772 1157 902 1171</box>
keonjhar-oipr: OIPR-34004/11/0013/2223 <box>1114 1219 1233 1231</box>
dfo-sign: Sd/- Divisional Forest Officer Jharsuguda (K.L) Division <box>106 2153 370 2164</box>
puri-cell: Estimated cost <box>414 1148 541 1162</box>
textbook-email: Email: directortbpmodisha@gmail.com <box>1167 1425 1409 1440</box>
lead-headline: ପ୍ରତିଷ୍ଠା ଦିବସରେ ପତିଆରା <box>5 111 558 170</box>
rwc-cell: 2. <box>751 1101 772 1115</box>
portrait-image <box>154 194 224 284</box>
rwc-cell: Location Details <box>772 1115 902 1129</box>
black-dot-2 <box>738 2327 750 2339</box>
dfo-row <box>15 2038 370 2063</box>
rwc-dates-head-3: Date and time of opening of Technical Bid <box>994 1188 1091 1227</box>
textbook-body-2: The quantities mentioned in the aforesaid tender schedules are approximate only and may increase or decrease on the basis of actual requirement. <box>1116 1601 1460 1647</box>
rwc-cell: As per NIT <box>901 1143 1091 1157</box>
samir-col1 <box>580 184 740 684</box>
optcl-address: ଅତ୍ୟଚ୍ଚ ଚାପ ଓ ସବ୍‌ ଷ୍ଟେସନ ବିଦ୍ୟୁତ୍ ନିର୍ମାଣ ବିଭାଗ, କେନ୍ଦୁଝର <box>440 1572 680 1583</box>
dfo-cell: Building Works as per DTCN available in the website www.jharsuguda.nic.in & www.odishaforest.in <box>170 1902 369 1938</box>
rwc-cell <box>901 1171 1091 1185</box>
ad-aska <box>6 696 378 936</box>
lead-col4: ସଂଗଠନକୁ ମଜବୁତ କରିବା ପାଇଁ ଆହ୍ୱାନ ଦିଆଯାଇଥିଲା । ଏଥିରେ ବିଧାୟକ, ଜିଲ୍ଲା ପରିଷଦ ସଭ୍ୟ ଓ ଦଳୀୟ କର୍ମକର୍ତ୍ତାମାନେ ଯୋଗ ଦେଇଥିଲେ । <box>428 390 568 459</box>
keonjhar-cell: 2. <box>1115 1054 1136 1068</box>
ad-keonjhar <box>1106 958 1470 1318</box>
highlight-2: ଅନୁଗୋଳ ବିଜେଡିରେ ଗୋଷ୍ଠୀ ବିବାଦ ଚର୍ଚ୍ଚା <box>420 250 570 312</box>
keonjhar-emblem-icon <box>1112 964 1152 1004</box>
rwc-row <box>751 1157 1092 1171</box>
balasore-letter: Letter No. 297 <box>14 1518 81 1529</box>
keonjhar-cell: 7. <box>1115 1157 1136 1182</box>
dfo-cell: Name & Address of the Officer Inviting Bid <box>36 2077 171 2113</box>
kharge-dateline: ଭୁବନେଶ୍ୱର,୧୩।୧(ବ୍ୟୁରୋ) <box>559 762 685 775</box>
keonjhar-row <box>1115 1054 1462 1068</box>
puri-row <box>393 1334 728 1359</box>
dfo-row <box>15 2013 370 2038</box>
kharge-col1 <box>392 762 692 942</box>
balasore-cell: Approx. value of work <box>36 1620 171 1634</box>
lead-highlights <box>420 184 570 384</box>
dfo-cell: Construction of 1 No. of Forester Quarter of Tapria (K.L) Section under Gopalpur (K.L) Range Office Campus at Kuarkela of Jharsuguda (K.L) Division. <box>170 1952 369 1999</box>
balasore-cell: Rs.4,000/- & Rs.6,000/- <box>170 1634 369 1648</box>
balasore-row <box>15 1606 370 1620</box>
textbook-oipr: OIPR-02005/11/0004/2223 <box>1317 2111 1460 2126</box>
ad-puri <box>384 958 736 1518</box>
puri-cell: Execution of electrical installation work for providing power supply to different RWSS Points for the purpose of supply of drinking water in Puri District <box>541 1087 728 1134</box>
cyan-dot <box>210 2327 222 2339</box>
rwc-row <box>751 1076 1092 1101</box>
rmc-body-5: The agency/ company must furnish the documents tabulated below: <box>752 1765 1067 1778</box>
puri-emblem-icon <box>390 964 430 1004</box>
keonjhar-govt: Government of Odisha <box>1238 963 1380 978</box>
rwc-cell: Estimated Cost <box>772 1129 902 1143</box>
